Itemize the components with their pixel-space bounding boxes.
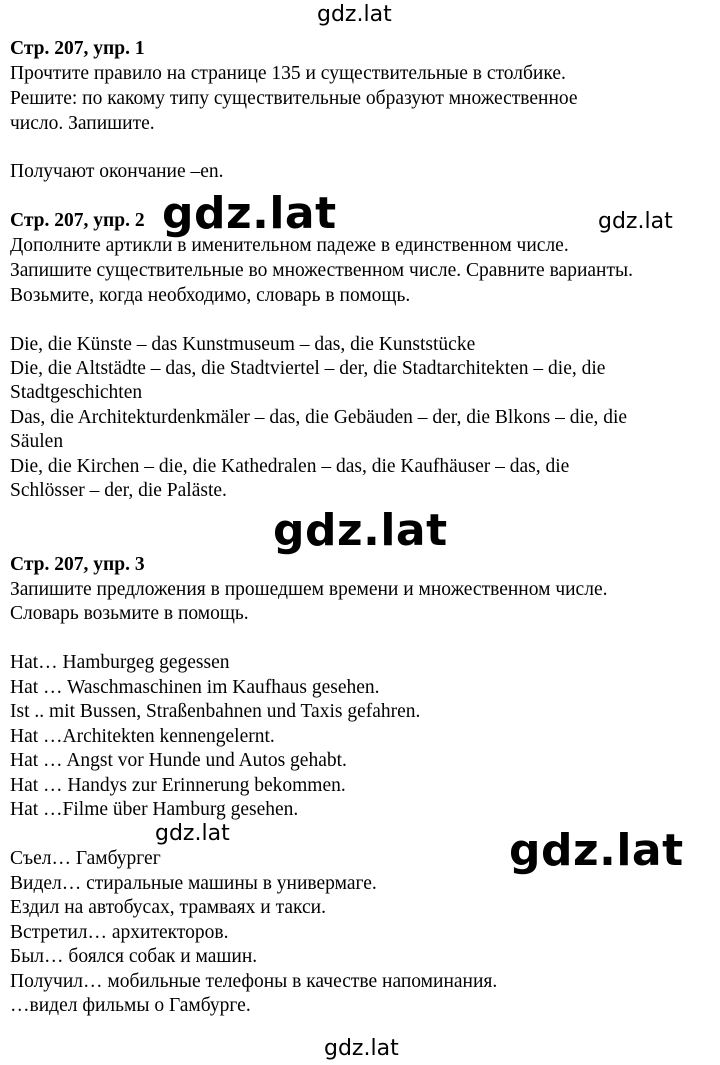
exercise-3-task-line: Словарь возьмите в помощь. xyxy=(10,603,249,624)
exercise-3-task-line: Запишите предложения в прошедшем времени и множественном числе. xyxy=(10,579,608,600)
exercise-2-task-line: Запишите существительные во множественном числе. Сравните варианты. xyxy=(10,260,633,281)
exercise-3-russian-line: Съел… Гамбургег xyxy=(10,848,161,869)
watermark: gdz.lat xyxy=(155,821,230,846)
exercise-3-german-line: Hat … Waschmaschinen im Kaufhaus gesehen. xyxy=(10,677,380,698)
watermark: gdz.lat xyxy=(273,505,448,556)
exercise-3-russian-line: Встретил… архитекторов. xyxy=(10,922,229,943)
watermark: gdz.lat xyxy=(509,825,684,876)
exercise-3-german-line: Hat …Filme über Hamburg gesehen. xyxy=(10,799,299,820)
exercise-3-german-line: Hat …Architekten kennengelernt. xyxy=(10,726,275,747)
exercise-2-answer-line: Die, die Künste – das Kunstmuseum – das, die Kunststücke xyxy=(10,334,476,355)
exercise-3-heading: Стр. 207, упр. 3 xyxy=(10,554,145,575)
exercise-3-russian-line: Ездил на автобусах, трамваях и такси. xyxy=(10,897,326,918)
exercise-3-russian-line: Получил… мобильные телефоны в качестве напоминания. xyxy=(10,971,498,992)
exercise-2-task-line: Возьмите, когда необходимо, словарь в помощь. xyxy=(10,285,411,306)
exercise-3-german-line: Hat … Handys zur Erinnerung bekommen. xyxy=(10,775,346,796)
exercise-2-answer-line: Schlösser – der, die Paläste. xyxy=(10,480,227,501)
exercise-2-task-line: Дополните артикли в именительном падеже в единственном числе. xyxy=(10,235,569,256)
watermark: gdz.lat xyxy=(162,188,337,239)
exercise-3-german-line: Hat … Angst vor Hunde und Autos gehabt. xyxy=(10,750,347,771)
exercise-2-answer-line: Die, die Kirchen – die, die Kathedralen – das, die Kaufhäuser – das, die xyxy=(10,456,570,477)
exercise-3-german-line: Hat… Hamburgeg gegessen xyxy=(10,652,230,673)
watermark: gdz.lat xyxy=(324,1036,399,1061)
exercise-1-task-line: Решите: по какому типу существительные образуют множественное xyxy=(10,88,578,109)
exercise-2-answer-line: Die, die Altstädte – das, die Stadtviertel – der, die Stadtarchitekten – die, die xyxy=(10,358,606,379)
exercise-2-heading: Стр. 207, упр. 2 xyxy=(10,210,145,231)
exercise-3-russian-line: …видел фильмы о Гамбурге. xyxy=(10,995,251,1016)
exercise-2-answer-line: Säulen xyxy=(10,431,64,452)
exercise-3-russian-line: Видел… стиральные машины в универмаге. xyxy=(10,873,377,894)
exercise-3-german-line: Ist .. mit Bussen, Straßenbahnen und Taxis gefahren. xyxy=(10,701,421,722)
exercise-1-task-line: Прочтите правило на странице 135 и существительные в столбике. xyxy=(10,63,566,84)
exercise-1-task-line: число. Запишите. xyxy=(10,113,155,134)
exercise-2-answer-line: Das, die Architekturdenkmäler – das, die Gebäuden – der, die Blkons – die, die xyxy=(10,407,628,428)
watermark: gdz.lat xyxy=(598,209,673,234)
exercise-1-answer: Получают окончание –en. xyxy=(10,161,224,182)
exercise-2-answer-line: Stadtgeschichten xyxy=(10,382,143,403)
exercise-1-heading: Стр. 207, упр. 1 xyxy=(10,38,145,59)
exercise-3-russian-line: Был… боялся собак и машин. xyxy=(10,946,258,967)
watermark: gdz.lat xyxy=(317,2,392,27)
